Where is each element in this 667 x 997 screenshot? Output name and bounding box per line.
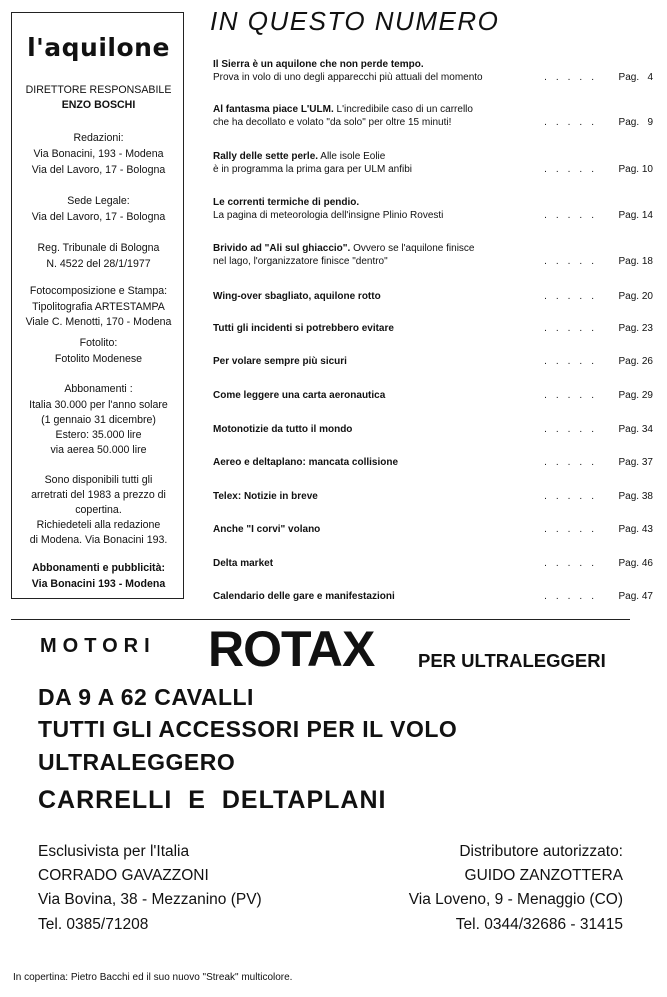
toc-entry-subtitle: L'incredibile caso di un carrello <box>333 104 473 115</box>
fotocomposizione-label: Fotocomposizione e Stampa: <box>29 285 168 297</box>
toc-entry-title: Aereo e deltaplano: mancata collisione <box>213 457 399 468</box>
toc-page-number: Pag. 37 <box>618 457 653 468</box>
ad-line-ultraleggero: ULTRALEGGERO <box>38 749 236 775</box>
toc-leader-dots: ..... <box>544 210 603 221</box>
toc-entry <box>213 389 653 402</box>
toc-leader-dots: ..... <box>544 256 603 267</box>
abbonamenti-label: Abbonamenti : <box>64 383 133 395</box>
redazione-modena: Via Bonacini, 193 - Modena <box>33 148 164 160</box>
abbonamenti-line-3: Estero: 35.000 lire <box>55 429 142 441</box>
toc-leader-dots: ..... <box>544 323 603 334</box>
toc-leader-dots: ..... <box>544 164 603 175</box>
abbonamenti-line-4: via aerea 50.000 lire <box>50 444 147 456</box>
toc-entry-description: Prova in volo di uno degli apparecchi più attuali del momento <box>213 72 483 83</box>
masthead-box <box>11 12 184 599</box>
toc-entry-title: Telex: Notizie in breve <box>213 491 318 502</box>
ad-right-phone: Tel. 0344/32686 - 31415 <box>455 916 623 933</box>
pubblicita-line-2: Via Bonacini 193 - Modena <box>31 578 166 590</box>
ad-left-address: Via Bovina, 38 - Mezzanino (PV) <box>38 891 262 908</box>
toc-page-number: Pag. 46 <box>618 558 653 569</box>
ad-left-phone: Tel. 0385/71208 <box>38 916 149 933</box>
ad-right-address: Via Loveno, 9 - Menaggio (CO) <box>408 891 623 908</box>
toc-entry <box>213 523 653 536</box>
arretrati-line-3: copertina. <box>75 504 122 516</box>
toc-entry-title: Delta market <box>213 558 274 569</box>
ad-left-esclusivista: Esclusivista per l'Italia <box>38 843 190 860</box>
toc-entry-title: Come leggere una carta aeronautica <box>213 390 386 401</box>
toc-page-number: Pag. 29 <box>618 390 653 401</box>
toc-entry-title: Tutti gli incidenti si potrebbero evitare <box>213 323 394 334</box>
toc-page-number: Pag. 34 <box>618 424 653 435</box>
toc-page-number: Pag. 43 <box>618 524 653 535</box>
ad-right-name: GUIDO ZANZOTTERA <box>464 867 623 884</box>
ad-line-carrelli: CARRELLI E DELTAPLANI <box>38 786 387 814</box>
toc-leader-dots: ..... <box>544 356 603 367</box>
toc-entry-title: Motonotizie da tutto il mondo <box>213 424 353 435</box>
arretrati-line-2: arretrati del 1983 a prezzo di <box>31 489 166 501</box>
toc-entry-title: Per volare sempre più sicuri <box>213 356 347 367</box>
registro-line-1: Reg. Tribunale di Bologna <box>37 242 160 254</box>
toc-entry-heading <box>213 196 653 209</box>
toc-entry <box>213 196 653 222</box>
arretrati-line-4: Richiedeteli alla redazione <box>36 519 161 531</box>
director-label: DIRETTORE RESPONSABILE <box>25 84 172 96</box>
toc-entry <box>213 557 653 570</box>
toc-entry-title: Il Sierra è un aquilone che non perde tempo. <box>213 59 424 70</box>
toc-page-number: Pag. 26 <box>618 356 653 367</box>
toc-entry <box>213 456 653 469</box>
toc-leader-dots: ..... <box>544 390 603 401</box>
toc-leader-dots: ..... <box>544 457 603 468</box>
toc-entry-subtitle: Ovvero se l'aquilone finisce <box>350 243 475 254</box>
toc-entry <box>213 242 653 268</box>
toc-entry-title: Brivido ad "Ali sul ghiaccio". <box>213 243 351 254</box>
arretrati-line-1: Sono disponibili tutti gli <box>44 474 153 486</box>
pubblicita-line-1: Abbonamenti e pubblicità: <box>31 562 165 574</box>
toc-entry-heading <box>213 242 653 255</box>
ad-right-distributore: Distributore autorizzato: <box>459 843 623 860</box>
registro-line-2: N. 4522 del 28/1/1977 <box>46 258 151 270</box>
toc-entry <box>213 290 653 303</box>
sede-label: Sede Legale: <box>67 195 130 207</box>
toc-entry <box>213 590 653 603</box>
toc-page-number: Pag. 18 <box>618 256 653 267</box>
toc-page-number: Pag. 38 <box>618 491 653 502</box>
cover-caption: In copertina: Pietro Bacchi ed il suo nuovo "Streak" multicolore. <box>13 972 293 983</box>
toc-entry-title: Le correnti termiche di pendio. <box>213 197 360 208</box>
toc-leader-dots: ..... <box>544 117 603 128</box>
toc-leader-dots: ..... <box>544 524 603 535</box>
toc-page-number: Pag. 14 <box>618 210 653 221</box>
ad-left-name: CORRADO GAVAZZONI <box>38 867 209 884</box>
fotolito-name: Fotolito Modenese <box>54 353 143 365</box>
toc-entry-title: Wing-over sbagliato, aquilone rotto <box>213 291 381 302</box>
toc-leader-dots: ..... <box>544 591 603 602</box>
toc-leader-dots: ..... <box>544 558 603 569</box>
redazioni-label: Redazioni: <box>73 132 124 144</box>
fotocomposizione-line-1: Tipolitografia ARTESTAMPA <box>32 301 165 313</box>
toc-page-number: Pag. 47 <box>618 591 653 602</box>
toc-page-number: Pag. 20 <box>618 291 653 302</box>
toc-title: IN QUESTO NUMERO <box>210 6 500 36</box>
toc-entry-description: è in programma la prima gara per ULM anfibi <box>213 164 412 175</box>
toc-entry-heading <box>213 150 653 163</box>
director-name: ENZO BOSCHI <box>61 99 136 111</box>
magazine-logo: l'aquilone <box>27 33 170 62</box>
toc-entry-description: La pagina di meteorologia dell'insigne Plinio Rovesti <box>213 210 444 221</box>
toc-entry-title: Anche "I corvi" volano <box>213 524 321 535</box>
toc-entry-heading <box>213 58 653 71</box>
toc-entry-title: Al fantasma piace L'ULM. <box>213 104 334 115</box>
toc-entry <box>213 150 653 176</box>
ad-line-accessori: TUTTI GLI ACCESSORI PER IL VOLO <box>38 716 458 742</box>
toc-page-number: Pag. 4 <box>618 72 653 83</box>
fotocomposizione-line-2: Viale C. Menotti, 170 - Modena <box>25 316 172 328</box>
arretrati-line-5: di Modena. Via Bonacini 193. <box>29 534 168 546</box>
redazione-bologna: Via del Lavoro, 17 - Bologna <box>31 164 166 176</box>
toc-entry-description: nel lago, l'organizzatore finisce "dentro" <box>213 256 388 267</box>
fotolito-label: Fotolito: <box>79 337 118 349</box>
toc-page-number: Pag. 9 <box>618 117 653 128</box>
toc-entry-subtitle: Alle isole Eolie <box>318 151 386 162</box>
sede-address: Via del Lavoro, 17 - Bologna <box>31 211 166 223</box>
toc-leader-dots: ..... <box>544 491 603 502</box>
toc-page-number: Pag. 10 <box>618 164 653 175</box>
toc-page-number: Pag. 23 <box>618 323 653 334</box>
toc-leader-dots: ..... <box>544 72 603 83</box>
toc-entry <box>213 423 653 436</box>
toc-entry-title: Calendario delle gare e manifestazioni <box>213 591 395 602</box>
toc-entry-title: Rally delle sette perle. <box>213 151 319 162</box>
toc-entry-heading <box>213 103 653 116</box>
toc-entry <box>213 103 653 129</box>
ad-brand-rotax: ROTAX <box>208 621 375 677</box>
toc-leader-dots: ..... <box>544 424 603 435</box>
abbonamenti-line-2: (1 gennaio 31 dicembre) <box>41 414 156 426</box>
toc-entry-description: che ha decollato e volato "da solo" per oltre 15 minuti! <box>213 117 452 128</box>
abbonamenti-line-1: Italia 30.000 per l'anno solare <box>29 399 168 411</box>
ad-per-ultraleggeri: PER ULTRALEGGERI <box>418 650 606 671</box>
ad-line-cavalli: DA 9 A 62 CAVALLI <box>38 684 254 710</box>
toc-entry <box>213 490 653 503</box>
toc-leader-dots: ..... <box>544 291 603 302</box>
toc-entry <box>213 58 653 84</box>
ad-motori: MOTORI <box>40 635 156 657</box>
toc-entry <box>213 355 653 368</box>
toc-entry <box>213 322 653 335</box>
